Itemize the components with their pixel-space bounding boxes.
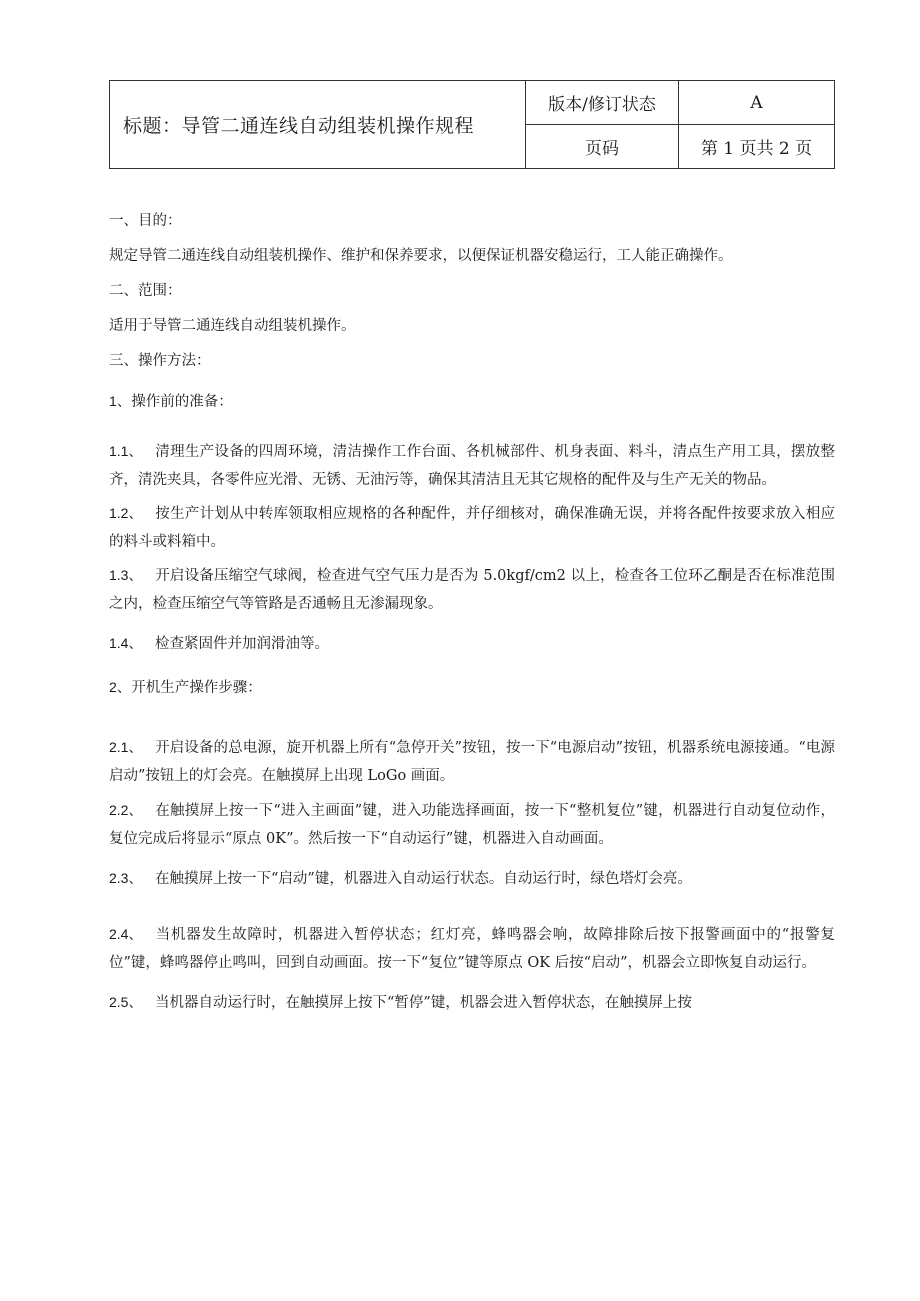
- purpose-heading: 一、目的：: [109, 213, 182, 229]
- page-value: 第 1 页共 2 页: [679, 125, 835, 169]
- run-item: [109, 988, 835, 1017]
- run-item: [109, 920, 835, 977]
- prep-item-text: 清理生产设备的四周环境，清洁操作工作台面、各机械部件、机身表面、料斗，清点生产用工具，摆放整齐，清洗夹具，各零件应光滑、无锈、无油污等，确保其清洁且无其它规格的配件及与生产无关的物品。: [109, 444, 835, 488]
- document-body: [109, 207, 835, 1017]
- run-heading-num: 2: [109, 679, 117, 695]
- run-item: [109, 796, 835, 853]
- prep-item: [109, 561, 835, 618]
- run-heading-text: 、开机生产操作步骤：: [116, 680, 262, 696]
- method-heading: 三、操作方法：: [109, 353, 211, 369]
- document-header-table: [109, 80, 835, 169]
- prep-heading-num: 1: [109, 393, 117, 409]
- run-item-text: 开启设备的总电源，旋开机器上所有“急停开关”按钮，按一下“电源启动”按钮，机器系统电源接通。“电源启动”按钮上的灯会亮。在触摸屏上出现 LoGo 画面。: [109, 740, 835, 784]
- scope-text: 适用于导管二通连线自动组装机操作。: [109, 318, 356, 334]
- run-item-num: 2.4、: [109, 926, 143, 942]
- prep-heading-text: 、操作前的准备：: [116, 394, 233, 410]
- run-item: [109, 733, 835, 790]
- prep-item-text: 按生产计划从中转库领取相应规格的各种配件，并仔细核对，确保准确无误，并将各配件按要求放入相应的料斗或料箱中。: [109, 506, 835, 550]
- prep-item: [109, 499, 835, 556]
- version-value: A: [679, 81, 835, 125]
- run-item-text: 当机器自动运行时，在触摸屏上按下“暂停”键，机器会进入暂停状态，在触摸屏上按: [155, 995, 692, 1011]
- prep-item-text: 检查紧固件并加润滑油等。: [155, 636, 329, 652]
- prep-item-num: 1.1、: [109, 443, 143, 459]
- prep-item: [109, 629, 835, 658]
- scope-heading: 二、范围：: [109, 283, 182, 299]
- version-label: 版本/修订状态: [526, 81, 679, 125]
- purpose-text: 规定导管二通连线自动组装机操作、维护和保养要求，以便保证机器安稳运行，工人能正确操作。: [109, 248, 733, 264]
- document-title: 标题：导管二通连线自动组装机操作规程: [110, 81, 526, 169]
- prep-item-num: 1.3、: [109, 567, 143, 583]
- run-item-num: 2.3、: [109, 870, 143, 886]
- prep-item-num: 1.4、: [109, 635, 143, 651]
- run-item-num: 2.5、: [109, 994, 143, 1010]
- run-heading: [109, 673, 835, 702]
- run-item-text: 在触摸屏上按一下“启动”键，机器进入自动运行状态。自动运行时，绿色塔灯会亮。: [155, 871, 692, 887]
- prep-item-text: 开启设备压缩空气球阀，检查进气空气压力是否为 5.0kgf/cm2 以上，检查各工位环乙酮是否在标准范围之内，检查压缩空气等管路是否通畅且无渗漏现象。: [109, 568, 835, 612]
- run-item-text: 当机器发生故障时，机器进入暂停状态；红灯亮，蜂鸣器会响，故障排除后按下报警画面中的“报警复位”键，蜂鸣器停止鸣叫，回到自动画面。按一下“复位”键等原点 OK 后按“启动”，机器会立即恢复自动运行。: [109, 927, 835, 971]
- run-item-num: 2.2、: [109, 802, 143, 818]
- run-item-num: 2.1、: [109, 739, 143, 755]
- prep-item: [109, 437, 835, 494]
- page-label: 页码: [526, 125, 679, 169]
- prep-heading: [109, 387, 835, 416]
- prep-item-num: 1.2、: [109, 505, 143, 521]
- run-item-text: 在触摸屏上按一下“进入主画面”键，进入功能选择画面，按一下“整机复位”键，机器进行自动复位动作，复位完成后将显示“原点 0K”。然后按一下“自动运行”键，机器进入自动画面。: [109, 803, 835, 847]
- run-item: [109, 864, 835, 893]
